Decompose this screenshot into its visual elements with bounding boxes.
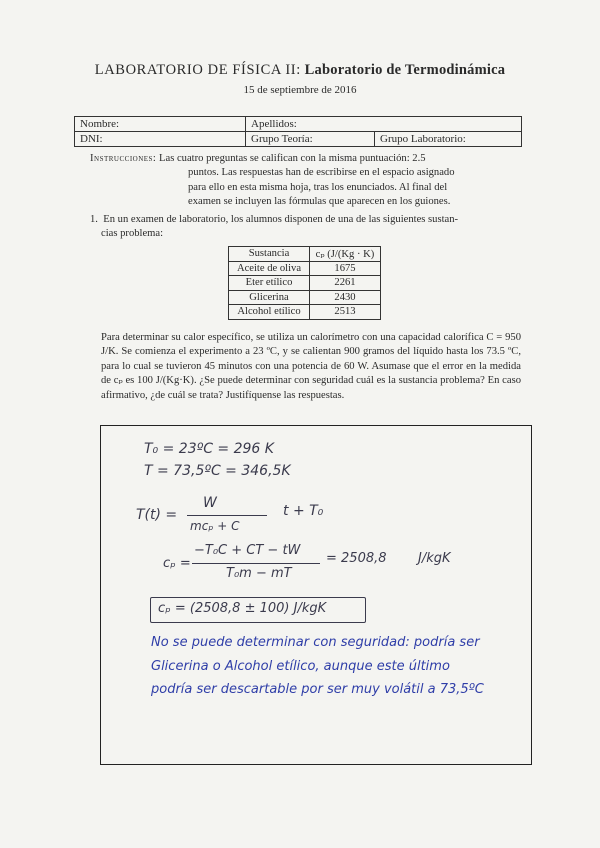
- title-caps: LABORATORIO DE FÍSICA II:: [94, 62, 301, 78]
- fraction-line: [187, 515, 267, 516]
- table-row: Alcohol etílico 2513: [229, 305, 381, 320]
- handwritten-cp-unit: J/kgK: [418, 551, 451, 566]
- table-row: Glicerina 2430: [229, 290, 381, 305]
- col-header-substance: Sustancia: [229, 247, 310, 262]
- instructions-line: Las cuatro preguntas se califican con la misma puntuación: 2.5: [159, 153, 426, 164]
- col-header-cp: cₚ (J/(Kg · K): [310, 247, 381, 262]
- instructions: [90, 152, 522, 210]
- handwritten-conclusion: No se puede determinar con seguridad: podría ser: [151, 635, 480, 650]
- grupo-teoria-field[interactable]: Grupo Teoría:: [246, 132, 375, 147]
- instructions-line: examen se incluyen las fórmulas que aparecen en los guiones.: [188, 196, 451, 208]
- apellidos-field[interactable]: Apellidos:: [246, 117, 522, 132]
- handwritten-t: T = 73,5ºC = 346,5K: [144, 463, 291, 479]
- handwritten-cp-value: = 2508,8: [326, 551, 387, 566]
- handwritten-conclusion: Glicerina o Alcohol etílico, aunque este último: [151, 659, 450, 674]
- question-number: 1.: [90, 214, 98, 225]
- student-info-table: [74, 116, 522, 147]
- instructions-line: para ello en esta misma hoja, tras los enunciados. Al final del: [188, 181, 448, 193]
- exam-date: 15 de septiembre de 2016: [243, 84, 357, 96]
- handwritten-cp-den: T₀m − mT: [226, 566, 292, 581]
- instructions-label: Instrucciones:: [90, 153, 157, 164]
- fraction-line: [192, 563, 320, 564]
- question-1-intro: 1. En un examen de laboratorio, los alumnos disponen de una de las siguientes sustan- cias problema:: [90, 214, 459, 240]
- dni-field[interactable]: DNI:: [75, 132, 246, 147]
- handwritten-cp-lhs: cₚ =: [163, 556, 191, 571]
- instructions-line: puntos. Las respuestas han de escribirse en el espacio asignado: [188, 167, 455, 179]
- handwritten-eq-rhs: t + T₀: [283, 503, 324, 519]
- table-row: Eter etílico 2261: [229, 276, 381, 291]
- handwritten-cp-num: −T₀C + CT − tW: [194, 543, 301, 558]
- question-1-body: Para determinar su calor específico, se utiliza un calorímetro con una capacidad calorífica C = 950 J/K. Se comienza el experimento a 23 ºC, y se calientan 900 gramos del líquido hasta los 73.5 ºC, para lo cual se tuvieron 45 minutos con una potencia de 60 W. Asumase que el error en la medida de cₚ es 100 J/(Kg·K). ¿Se puede determinar con seguridad cuál es la sustancia problema? En caso afirmativo, ¿de cuál se trata? Justifíquense las respuestas.: [101, 332, 521, 401]
- handwritten-conclusion: podría ser descartable por ser muy volátil a 73,5ºC: [151, 682, 484, 697]
- handwritten-t0: T₀ = 23ºC = 296 K: [144, 441, 274, 457]
- handwritten-eq-lhs: T(t) =: [136, 507, 178, 523]
- nombre-field[interactable]: Nombre:: [75, 117, 246, 132]
- page-title: [0, 62, 600, 79]
- handwritten-eq-num: W: [203, 495, 217, 511]
- grupo-laboratorio-field[interactable]: Grupo Laboratorio:: [375, 132, 522, 147]
- table-row: Aceite de oliva 1675: [229, 261, 381, 276]
- title-subject: Laboratorio de Termodinámica: [304, 62, 506, 78]
- substances-table: [228, 246, 381, 320]
- handwritten-result: cₚ = (2508,8 ± 100) J/kgK: [158, 601, 327, 616]
- handwritten-eq-den: mcₚ + C: [190, 519, 240, 533]
